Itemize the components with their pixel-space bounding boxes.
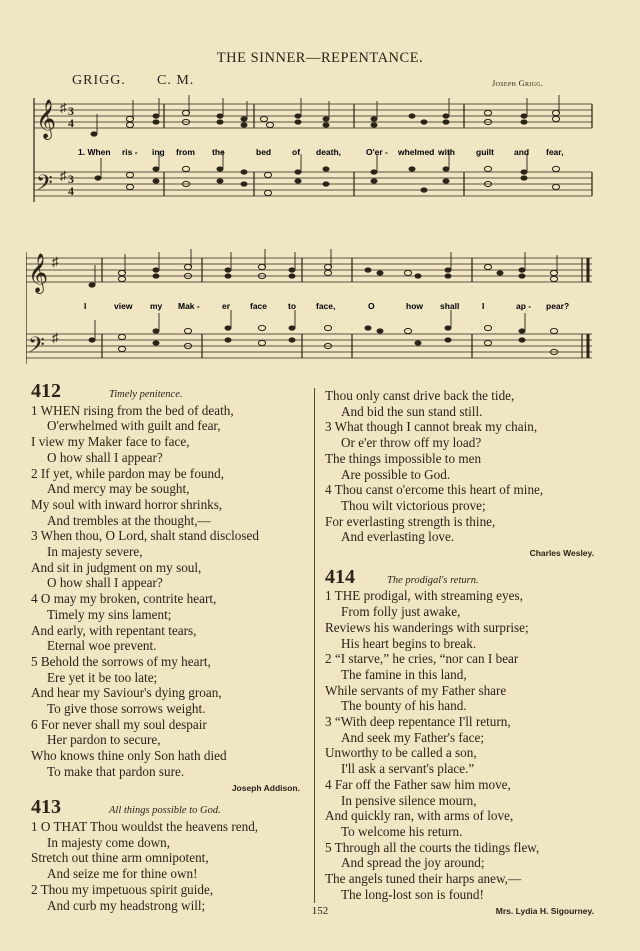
lyric-syllable: face, (316, 301, 336, 311)
staff-lines (26, 258, 592, 358)
verse-line: I view my Maker face to face, (31, 434, 190, 450)
time-signature: 4 (68, 116, 74, 130)
lyric-syllable: the (212, 147, 225, 157)
verse-line: In majesty come down, (47, 834, 171, 850)
verse-line: I'll ask a servant's place.” (341, 761, 475, 777)
barlines (26, 252, 588, 364)
verse-line: And curb my headstrong will; (47, 897, 206, 913)
hymn-subtitle: All things possible to God. (109, 805, 221, 817)
hymn-number: 414 (325, 565, 355, 588)
verse-line: From folly just awake, (341, 604, 461, 620)
verse-line: O how shall I appear? (47, 449, 163, 465)
note-stems (95, 249, 557, 340)
verse-line: 4 Far off the Father saw him move, (325, 776, 511, 792)
page-title: THE SINNER—REPENTANCE. (216, 50, 424, 66)
verse-line: And seek my Father's face; (341, 729, 484, 745)
lyric-syllable: I (482, 301, 485, 311)
verse-line: His heart begins to break. (341, 635, 477, 651)
lyric-syllable: face (250, 301, 268, 311)
verse-line: Or e'er throw off my load? (341, 435, 482, 451)
verse-line: Her pardon to secure, (47, 732, 161, 748)
key-signature: ♯ (60, 168, 67, 183)
page-number: 152 (311, 905, 329, 917)
verse-line: And quickly ran, with arms of love, (325, 808, 514, 824)
verse-line: For everlasting strength is thine, (325, 513, 496, 529)
verse-line: 5 Behold the sorrows of my heart, (31, 653, 211, 669)
lyric-syllable: to (288, 301, 297, 311)
verse-line: And spread the joy around; (341, 855, 485, 871)
lyric-syllables (84, 301, 569, 311)
barlines (34, 98, 592, 202)
lyric-syllable: ris - (122, 147, 138, 157)
lyric-syllable: whelmed (398, 147, 435, 157)
hymn-author: Joseph Addison. (231, 782, 300, 793)
lyric-syllable: fear, (546, 147, 564, 157)
verse-line: And bid the sun stand still. (341, 403, 483, 419)
lyric-syllable: pear? (546, 301, 570, 311)
treble-clef: 𝄞 (28, 255, 49, 292)
verse-line: My soul with inward horror shrinks, (31, 496, 223, 512)
hymn-subtitle: The prodigal's return. (387, 574, 479, 586)
verse-line: O how shall I appear? (47, 575, 163, 591)
music-system-1 (26, 92, 594, 220)
verse-line: Are possible to God. (341, 466, 451, 482)
lyric-syllable: I (84, 301, 87, 311)
verse-line: 1 O THAT Thou wouldst the heavens rend, (31, 818, 259, 834)
music-system-2 (26, 240, 594, 368)
lyric-syllable: with (438, 147, 455, 157)
verse-line: To make that pardon sure. (47, 763, 185, 779)
lyric-syllable: view (114, 301, 133, 311)
treble-clef: 𝄞 (36, 101, 57, 138)
verse-line: The bounty of his hand. (341, 698, 467, 714)
bass-clef: 𝄢 (36, 171, 53, 200)
lyric-syllable: er (222, 301, 231, 311)
right-column (325, 388, 600, 921)
verse-line: 3 What though I cannot break my chain, (325, 419, 538, 435)
verse-line: 3 When thou, O Lord, shalt stand disclosed (31, 528, 259, 544)
lyric-syllable: my (150, 301, 163, 311)
lyric-syllable: guilt (476, 147, 494, 157)
hymn-header (325, 565, 600, 589)
verse-line: To welcome his return. (341, 823, 463, 839)
verse-line: In majesty severe, (47, 544, 143, 560)
verse-line: And early, with repentant tears, (31, 622, 197, 638)
hymn-header (31, 380, 306, 403)
lyric-syllable: ap - (516, 301, 532, 311)
verse-line: And mercy may be sought, (47, 481, 190, 497)
verse-line: Stretch out thine arm omnipotent, (31, 850, 209, 866)
verse-line: 2 Thou my impetuous spirit guide, (31, 881, 214, 897)
verse-line: And sit in judgment on my soul, (31, 559, 202, 575)
tune-meter: C. M. (157, 73, 195, 88)
lyric-syllable: how (406, 301, 423, 311)
verse-line: Ere yet it be too late; (47, 669, 158, 685)
lyric-syllable: death, (316, 147, 342, 157)
hymn-header (31, 796, 306, 819)
lyric-syllable: of (292, 147, 301, 157)
verse-line: In pensive silence mourn, (341, 792, 477, 808)
verse-line: While servants of my Father share (325, 682, 507, 698)
lyric-syllable: Mak - (178, 301, 200, 311)
verse-line: The things impossible to men (325, 450, 482, 466)
key-signature: ♯ (52, 330, 59, 345)
verse-line: The famine in this land, (341, 666, 467, 682)
verse-line: The long-lost son is found! (341, 886, 484, 902)
verse-line: 1 THE prodigal, with streaming eyes, (325, 588, 523, 604)
time-signature: 4 (68, 184, 74, 198)
bass-clef: 𝄢 (28, 333, 45, 362)
lyric-syllable: O (368, 301, 375, 311)
lyric-syllable: bed (256, 147, 272, 157)
lyric-syllable: 1. When (78, 147, 111, 157)
hymn-number: 413 (31, 796, 61, 819)
lyric-syllables (78, 147, 564, 157)
key-signature: ♯ (60, 100, 67, 115)
verse-line: 2 If yet, while pardon may be found, (31, 465, 224, 481)
verse-line: And everlasting love. (341, 529, 455, 545)
key-signature: ♯ (52, 254, 59, 269)
hymn-number: 412 (31, 380, 61, 402)
verse-line: And trembles at the thought,— (47, 512, 211, 528)
hymn-subtitle: Timely penitence. (109, 389, 183, 400)
verse-line: The angels tuned their harps anew,— (325, 871, 522, 887)
verse-line: Unworthy to be called a son, (325, 745, 477, 761)
lyric-syllable: ing (152, 147, 165, 157)
lyric-syllable: O'er - (366, 147, 388, 157)
tune-name: GRIGG. (72, 73, 126, 88)
hymn-author: Charles Wesley. (529, 548, 594, 559)
verse-line: 4 O may my broken, contrite heart, (31, 591, 217, 607)
lyric-syllable: from (176, 147, 195, 157)
verse-line: 3 “With deep repentance I'll return, (325, 714, 511, 730)
verse-line: Eternal woe prevent. (47, 638, 157, 654)
verse-line: And hear my Saviour's dying groan, (31, 685, 222, 701)
verse-line: 5 Through all the courts the tidings flew, (325, 839, 540, 855)
verse-line: Who knows thine only Son hath died (31, 748, 227, 764)
staff-lines (34, 104, 592, 196)
time-signature: 3 (68, 104, 74, 118)
verse-line: 6 For never shall my soul despair (31, 716, 207, 732)
tune-composer: Joseph Grigg. (492, 78, 544, 88)
verse-line: To give those sorrows weight. (47, 701, 206, 717)
verse-line: Reviews his wanderings with surprise; (325, 619, 529, 635)
verse-line: 4 Thou canst o'ercome this heart of mine, (325, 482, 544, 498)
verse-line: 2 “I starve,” he cries, “nor can I bear (325, 651, 519, 667)
hymn-author: Mrs. Lydia H. Sigourney. (495, 905, 594, 916)
verse-line: Timely my sins lament; (47, 606, 172, 622)
left-column (31, 380, 306, 913)
verse-line: O'erwhelmed with guilt and fear, (47, 418, 221, 434)
note-stems (97, 95, 559, 178)
column-divider (314, 388, 315, 903)
lyric-syllable: shall (440, 301, 460, 311)
lyric-syllable: and (514, 147, 530, 157)
time-signature: 3 (68, 172, 74, 186)
verse-line: And seize me for thine own! (47, 866, 198, 882)
verse-line: Thou only canst drive back the tide, (325, 388, 515, 403)
verse-line: Thou wilt victorious prove; (341, 497, 486, 513)
verse-line: 1 WHEN rising from the bed of death, (31, 402, 234, 418)
